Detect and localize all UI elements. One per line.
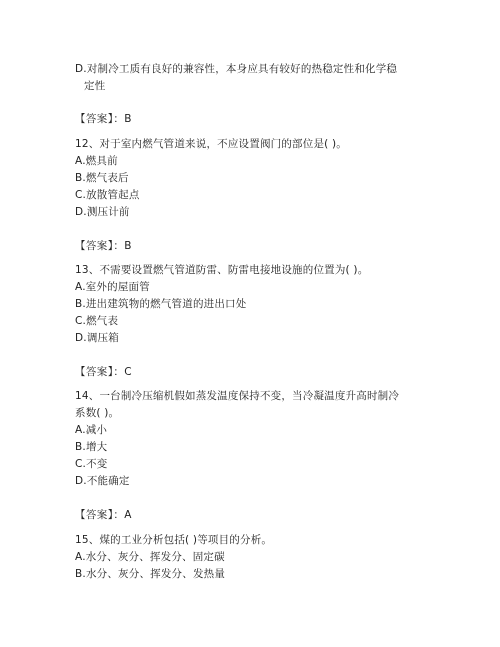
option-b: B.增大 <box>75 441 108 453</box>
option-c: C.不变 <box>75 458 108 470</box>
question-14-line2: 系数( )。 <box>75 407 120 419</box>
answer-label: 【答案】：C <box>75 366 132 378</box>
option-c: C.燃气表 <box>75 315 119 327</box>
question-14-line1: 14、一台制冷压缩机假如蒸发温度保持不变，当冷凝温度升高时制冷 <box>75 390 400 402</box>
option-d: D.调压箱 <box>75 332 119 344</box>
option-b: B.燃气表后 <box>75 172 129 184</box>
option-a: A.减小 <box>75 424 108 436</box>
question-15: 15、煤的工业分析包括( )等项目的分析。 <box>75 534 273 546</box>
question-12: 12、对于室内燃气管道来说，不应设置阀门的部位是( )。 <box>75 138 347 150</box>
option-b: B.水分、灰分、挥发分、发热量 <box>75 568 226 580</box>
option-b: B.进出建筑物的燃气管道的进出口处 <box>75 298 247 310</box>
option-d-line1: D.对制冷工质有良好的兼容性，本身应具有较好的热稳定性和化学稳 <box>75 63 398 75</box>
answer-label: 【答案】：B <box>75 113 132 125</box>
question-13: 13、不需要设置燃气管道防雷、防雷电接地设施的位置为( )。 <box>75 264 369 276</box>
option-d: D.测压计前 <box>75 206 130 218</box>
option-a: A.水分、灰分、挥发分、固定碳 <box>75 551 225 563</box>
option-a: A.室外的屋面管 <box>75 281 150 293</box>
option-c: C.放散管起点 <box>75 189 140 201</box>
answer-label: 【答案】：B <box>75 240 132 252</box>
answer-label: 【答案】：A <box>75 509 132 521</box>
option-d-line2: 定性 <box>84 80 106 92</box>
option-d: D.不能确定 <box>75 475 130 487</box>
option-a: A.燃具前 <box>75 155 118 167</box>
